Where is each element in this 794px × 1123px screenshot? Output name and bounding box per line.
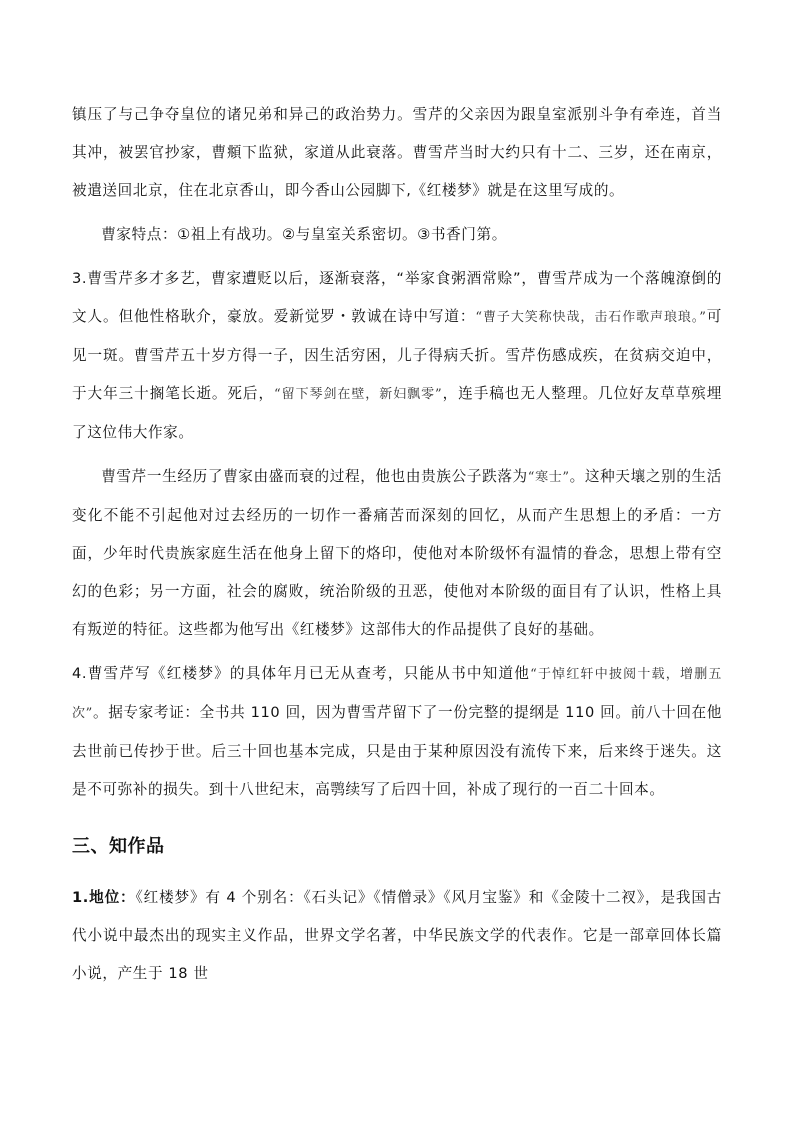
paragraph-text: 镇压了与己争夺皇位的诸兄弟和异己的政治势力。雪芹的父亲因为跟皇室派别斗争有牵连，首当其冲，被罢官抄家，曹頫下监狱，家道从此衰落。曹雪芹当时大约只有十二、三岁，还在南京，被遣送回北京，住在北京香山，即今香山公园脚下,《红楼梦》就是在这里写成的。 bbox=[72, 106, 722, 199]
paragraph-text: 。据专家考证：全书共 110 回，因为曹雪芹留下了一份完整的提纲是 110 回。前八十回在他去世前已传抄于世。后三十回也基本完成，只是由于某种原因没有流传下来，后来终于迷失。这是不可弥补的损失。到十八世纪末，高鹗续写了后四十回，补成了现行的一百二十回本。 bbox=[72, 704, 722, 798]
paragraph-talent-and-poverty bbox=[72, 260, 722, 452]
paragraph-writing-history bbox=[72, 655, 722, 809]
paragraph-text: 可见一斑。曹雪芹五十岁方得一子，因生活穷困，儿子得病夭折。雪芹伤感成疾，在贫病交迫中，于大年三十搁笔长逝。死后， bbox=[72, 308, 722, 402]
paragraph-text: 曹家特点：①祖上有战功。②与皇室关系密切。③书香门第。 bbox=[101, 226, 507, 243]
paragraph-text: 4.曹雪芹写《红楼梦》的具体年月已无从查考，只能从书中知道他 bbox=[72, 665, 531, 682]
paragraph-text: 曹雪芹一生经历了曹家由盛而衰的过程，他也由贵族公子跌落为 bbox=[101, 468, 528, 485]
paragraph-label: 1.地位： bbox=[72, 889, 136, 906]
paragraph-text: 。这种天壤之别的生活变化不能不引起他对过去经历的一切作一番痛苦而深刻的回忆，从而产生思想上的矛盾：一方面，少年时代贵族家庭生活在他身上留下的烙印，使他对本阶级怀有温情的眷念，思想上带有空幻的色彩；另一方面，社会的腐败，统治阶级的丑恶，使他对本阶级的面目有了认识，性格上具有叛逆的特征。这些都为他写出《红楼梦》这部伟大的作品提供了良好的基础。 bbox=[72, 468, 722, 638]
paragraph-family-downfall bbox=[72, 96, 722, 210]
section-heading: 三、知作品 bbox=[72, 836, 165, 857]
paragraph-text: ，连手稿也无人整理。几位好友草草殡埋了这位伟大作家。 bbox=[72, 385, 722, 441]
poem-quote: “于悼红轩中披阅十载，增删五次” bbox=[72, 667, 722, 721]
paragraph-work-status bbox=[72, 879, 722, 993]
poem-quote: “寒士” bbox=[527, 470, 570, 485]
paragraph-family-traits bbox=[72, 216, 722, 254]
document-page bbox=[72, 96, 722, 1096]
poem-quote: “留下琴剑在壁，新妇飘零” bbox=[274, 387, 443, 402]
paragraph-text: 3.曹雪芹多才多艺，曹家遭贬以后，逐渐衰落，“举家食粥酒常赊”，曹雪芹成为一个落魄潦倒的文人。但他性格耿介，豪放。爱新觉罗・敦诚在诗中写道： bbox=[72, 270, 722, 325]
poem-quote: “曹子大笑称快哉，击石作歌声琅琅。” bbox=[475, 310, 707, 325]
paragraph-life-contradiction bbox=[72, 458, 722, 649]
paragraph-text: 《红楼梦》有 4 个别名：《石头记》《情僧录》《风月宝鉴》和《金陵十二衩》，是我国古代小说中最杰出的现实主义作品，世界文学名著，中华民族文学的代表作。它是一部章回体长篇小说，产生于 18 世 bbox=[72, 889, 722, 982]
